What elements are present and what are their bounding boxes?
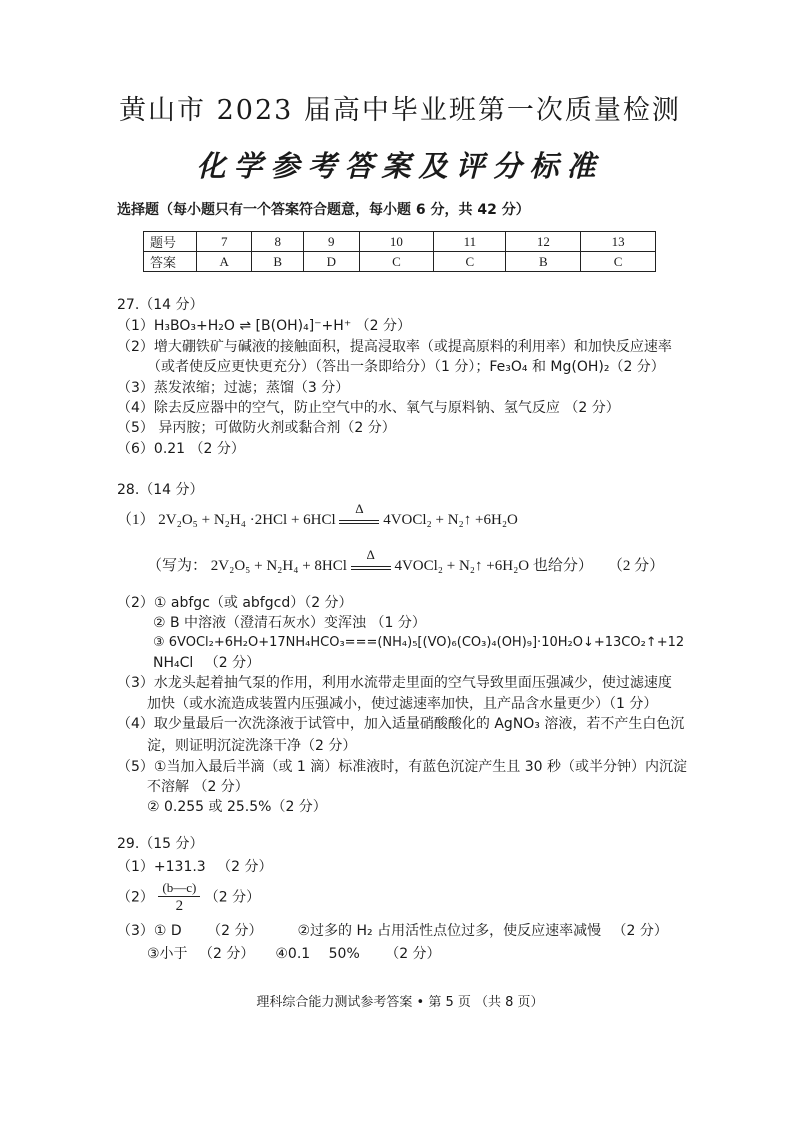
q28-line: （5）①当加入最后半滴（或 1 滴）标准液时，有蓝色沉淀产生且 30 秒（或半分钟）内沉淀 (117, 759, 687, 775)
q28-line: ③ 6VOCl₂+6H₂O+17NH₄HCO₃===(NH₄)₅[(VO)₆(CO₃)₄(OH)₉]·10H₂O↓+13CO₂↑+12 (153, 635, 685, 650)
table-cell: 12 (506, 232, 581, 252)
table-cell: 10 (359, 232, 434, 252)
equation-prefix: （写为： (147, 558, 208, 574)
table-cell: 13 (581, 232, 656, 252)
q28-line: 加快（或水流造成装置内压强减小，使过滤速率加快，且产品含水量更少）（1 分） (147, 696, 658, 712)
choice-answer-table (143, 231, 656, 272)
table-cell: 9 (304, 232, 359, 252)
delta-symbol: Δ (355, 501, 364, 516)
table-row-label: 答案 (144, 252, 197, 272)
heat-arrow (351, 547, 391, 570)
q27-line: （6）0.21 （2 分） (117, 441, 245, 457)
page-subtitle: 化学参考答案及评分标准 (196, 149, 604, 183)
q27-line: （4）除去反应器中的空气，防止空气中的水、氧气与原料钠、氢气反应 （2 分） (117, 400, 620, 416)
equation-left: 2V₂O₅ + N₂H₄ + 8HCl (210, 558, 347, 574)
equation-right: 4VOCl₂ + N₂↑ +6H₂O (394, 558, 530, 574)
q27-line: （或者使反应更快更充分）（答出一条即给分）（1 分）；Fe₃O₄ 和 Mg(OH)₂（2 分） (147, 359, 665, 375)
q28-equation-2 (147, 547, 665, 576)
heat-arrow (339, 501, 379, 524)
q29-line: ③小于 （2 分） ④0.1 50% （2 分） (147, 946, 441, 962)
fraction-denominator: 2 (175, 898, 184, 914)
table-cell: 8 (252, 232, 304, 252)
page-title: 黄山市 2023 届高中毕业班第一次质量检测 (119, 95, 681, 126)
q28-equation-1 (117, 501, 518, 530)
q27-heading: 27.（14 分） (117, 297, 204, 313)
table-cell: C (359, 252, 434, 272)
equation-suffix: 也给分） （2 分） (532, 558, 665, 574)
q28-heading: 28.（14 分） (117, 482, 204, 498)
fraction-numerator: (b—c) (158, 880, 200, 897)
equation-right: 4VOCl₂ + N₂↑ +6H₂O (383, 512, 518, 528)
table-cell: B (506, 252, 581, 272)
q28-line: 不溶解 （2 分） (147, 779, 249, 795)
table-cell: C (434, 252, 506, 272)
table-cell: D (304, 252, 359, 272)
q29-line: （3）① D （2 分） ②过多的 H₂ 占用活性点位过多，使反应速率减慢 （2 分） (117, 923, 668, 939)
q28-line: （3）水龙头起着抽气泵的作用，利用水流带走里面的空气导致里面压强减少，使过滤速度 (117, 675, 672, 691)
table-cell: B (252, 252, 304, 272)
q29-heading: 29.（15 分） (117, 836, 204, 852)
q28-line: （4）取少量最后一次洗涤液于试管中，加入适量硝酸酸化的 AgNO₃ 溶液，若不产生白色沉 (117, 716, 685, 732)
table-cell: C (581, 252, 656, 272)
table-cell: 7 (197, 232, 252, 252)
q27-line: （5） 异丙胺；可做防火剂或黏合剂（2 分） (117, 420, 396, 436)
q29-line: （1）+131.3 （2 分） (117, 859, 273, 875)
q29-fraction-line (117, 880, 260, 915)
equation-left: 2V₂O₅ + N₂H₄ ·2HCl + 6HCl (158, 512, 336, 528)
table-row-label: 题号 (144, 232, 197, 252)
q27-line: （2）增大硼铁矿与碱液的接触面积，提高浸取率（或提高原料的利用率）和加快反应速率 (117, 339, 672, 355)
fraction-prefix: （2） (117, 889, 154, 906)
q28-line: 淀，则证明沉淀洗涤干净（2 分） (147, 738, 357, 754)
fraction (158, 880, 200, 915)
q27-line: （3）蒸发浓缩；过滤；蒸馏（3 分） (117, 380, 350, 396)
q28-line: NH₄Cl （2 分） (153, 655, 261, 671)
table-cell: 11 (434, 232, 506, 252)
q28-line: ② 0.255 或 25.5%（2 分） (147, 799, 327, 815)
choice-section-heading: 选择题（每小题只有一个答案符合题意，每小题 6 分，共 42 分） (117, 202, 530, 218)
equation-label: （1） (117, 512, 155, 528)
q28-line: （2）① abfgc（或 abfgcd）（2 分） (117, 595, 353, 611)
page-footer: 理科综合能力测试参考答案 • 第 5 页 （共 8 页） (256, 995, 544, 1010)
delta-symbol: Δ (366, 547, 375, 562)
table-row-answers (144, 252, 656, 272)
table-cell: A (197, 252, 252, 272)
q27-line: （1）H₃BO₃+H₂O ⇌ [B(OH)₄]⁻+H⁺ （2 分） (117, 318, 412, 334)
table-row-numbers (144, 232, 656, 252)
fraction-suffix: （2 分） (204, 889, 261, 906)
q28-line: ② B 中溶液（澄清石灰水）变浑浊 （1 分） (153, 615, 426, 631)
